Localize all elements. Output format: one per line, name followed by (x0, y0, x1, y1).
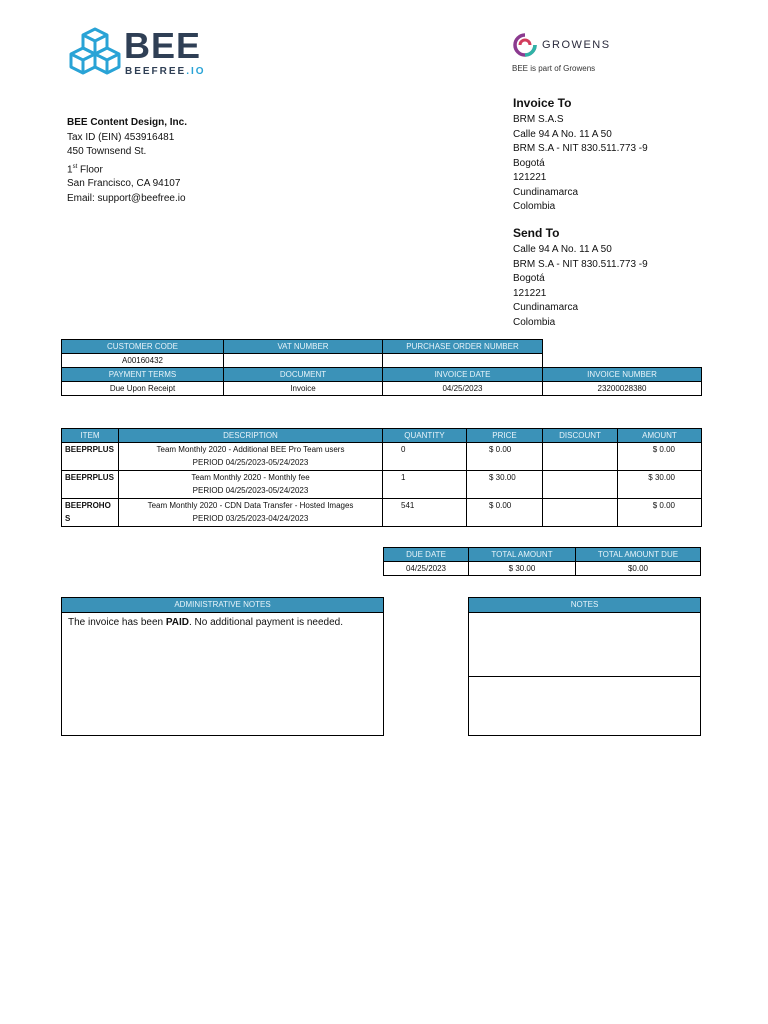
item-code: BEEPROHO S (62, 499, 119, 527)
send-to-line: 121221 (513, 287, 547, 299)
item-code: BEEPRPLUS (62, 443, 119, 471)
customer-code-value: A00160432 (62, 354, 224, 368)
administrative-notes-text (62, 613, 383, 632)
total-due-value: $0.00 (576, 562, 701, 576)
seller-address (67, 116, 187, 206)
item-quantity: 0 (383, 443, 467, 471)
growens-tagline: BEE is part of Growens (512, 64, 596, 73)
empty-cell (543, 354, 702, 368)
notes-header: NOTES (469, 598, 700, 613)
bee-logo (68, 26, 208, 82)
bee-wordmark: BEE (124, 25, 202, 66)
item-discount (543, 499, 618, 527)
invoice-to-line: Bogotá (513, 157, 545, 169)
amount-header: AMOUNT (618, 429, 702, 443)
item-description (119, 499, 383, 527)
invoice-date-header: INVOICE DATE (383, 368, 543, 382)
item-period: PERIOD 03/25/2023-04/24/2023 (192, 513, 309, 523)
notes-divider (469, 676, 700, 677)
table-row (62, 443, 702, 471)
invoice-info-table (61, 339, 702, 396)
price-header: PRICE (467, 429, 543, 443)
item-description-line: Team Monthly 2020 - Monthly fee (191, 473, 310, 482)
due-date-value: 04/25/2023 (384, 562, 469, 576)
seller-street: 450 Townsend St. (67, 146, 147, 157)
total-due-header: TOTAL AMOUNT DUE (576, 548, 701, 562)
administrative-notes-header: ADMINISTRATIVE NOTES (62, 598, 383, 613)
floor-number: 1 (67, 163, 73, 175)
item-period: PERIOD 04/25/2023-05/24/2023 (192, 485, 309, 495)
floor-suffix: st (72, 163, 78, 170)
invoice-to-heading: Invoice To (513, 96, 572, 110)
administrative-notes-box (61, 597, 384, 736)
due-date-header: DUE DATE (384, 548, 469, 562)
send-to-line: Bogotá (513, 273, 545, 284)
notes-text-end: . No additional payment is needed. (189, 617, 343, 628)
item-period: PERIOD 04/25/2023-05/24/2023 (192, 457, 309, 467)
item-price: $ 30.00 (467, 471, 543, 499)
vat-number-header: VAT NUMBER (224, 340, 383, 354)
invoice-to-line: Colombia (513, 201, 556, 212)
total-amount-header: TOTAL AMOUNT (469, 548, 576, 562)
payment-terms-header: PAYMENT TERMS (62, 368, 224, 382)
seller-tax-id: Tax ID (EIN) 453916481 (67, 131, 175, 143)
seller-floor (67, 160, 187, 178)
bee-subtitle-main: BEEFREE (125, 66, 187, 77)
item-amount: $ 0.00 (618, 499, 702, 527)
empty-cell (543, 340, 702, 354)
item-price: $ 0.00 (467, 499, 543, 527)
invoice-to-line: BRM S.A.S (513, 114, 564, 125)
bee-subtitle (125, 66, 206, 78)
notes-box (468, 597, 701, 736)
invoice-to-block (513, 95, 648, 215)
payment-terms-value: Due Upon Receipt (62, 382, 224, 396)
item-amount: $ 0.00 (618, 443, 702, 471)
send-to-line: BRM S.A - NIT 830.511.773 -9 (513, 258, 648, 270)
growens-icon (512, 32, 538, 58)
item-code: BEEPRPLUS (62, 471, 119, 499)
seller-name: BEE Content Design, Inc. (67, 117, 188, 128)
send-to-line: Colombia (513, 316, 556, 328)
customer-code-header: CUSTOMER CODE (62, 340, 224, 354)
invoice-date-value: 04/25/2023 (383, 382, 543, 396)
item-quantity: 541 (383, 499, 467, 527)
send-to-block (513, 225, 648, 330)
description-header: DESCRIPTION (119, 429, 383, 443)
invoice-to-line: 121221 (513, 172, 547, 183)
table-row (62, 471, 702, 499)
item-amount: $ 30.00 (618, 471, 702, 499)
send-to-line: Cundinamarca (513, 302, 579, 313)
line-items-table (61, 428, 702, 527)
cubes-icon (68, 26, 122, 82)
item-discount (543, 443, 618, 471)
discount-header: DISCOUNT (543, 429, 618, 443)
growens-logo (512, 32, 642, 76)
item-description-line: Team Monthly 2020 - Additional BEE Pro Team users (156, 445, 345, 454)
item-description (119, 443, 383, 471)
document-header: DOCUMENT (224, 368, 383, 382)
purchase-order-header: PURCHASE ORDER NUMBER (383, 340, 543, 354)
paid-status: PAID (165, 617, 189, 628)
growens-wordmark: GROWENS (542, 39, 611, 51)
quantity-header: QUANTITY (383, 429, 467, 443)
purchase-order-value (383, 354, 543, 368)
bee-subtitle-io: .IO (186, 66, 206, 77)
floor-word: Floor (77, 163, 103, 175)
vat-number-value (224, 354, 383, 368)
item-price: $ 0.00 (467, 443, 543, 471)
invoice-to-line: Cundinamarca (513, 186, 579, 198)
document-value: Invoice (224, 382, 383, 396)
item-discount (543, 471, 618, 499)
invoice-to-line: BRM S.A - NIT 830.511.773 -9 (513, 143, 648, 154)
invoice-number-header: INVOICE NUMBER (543, 368, 702, 382)
invoice-to-line: Calle 94 A No. 11 A 50 (513, 128, 612, 140)
send-to-heading: Send To (513, 226, 560, 240)
item-quantity: 1 (383, 471, 467, 499)
table-row (62, 499, 702, 527)
seller-city: San Francisco, CA 94107 (67, 178, 181, 190)
notes-text-start: The invoice has been (68, 617, 166, 628)
item-description (119, 471, 383, 499)
invoice-number-value: 23200028380 (543, 382, 702, 396)
send-to-line: Calle 94 A No. 11 A 50 (513, 244, 612, 255)
seller-email: Email: support@beefree.io (67, 192, 186, 204)
total-amount-value: $ 30.00 (469, 562, 576, 576)
totals-table (383, 547, 701, 576)
item-header: ITEM (62, 429, 119, 443)
item-description-line: Team Monthly 2020 - CDN Data Transfer - Hosted Images (147, 501, 354, 510)
